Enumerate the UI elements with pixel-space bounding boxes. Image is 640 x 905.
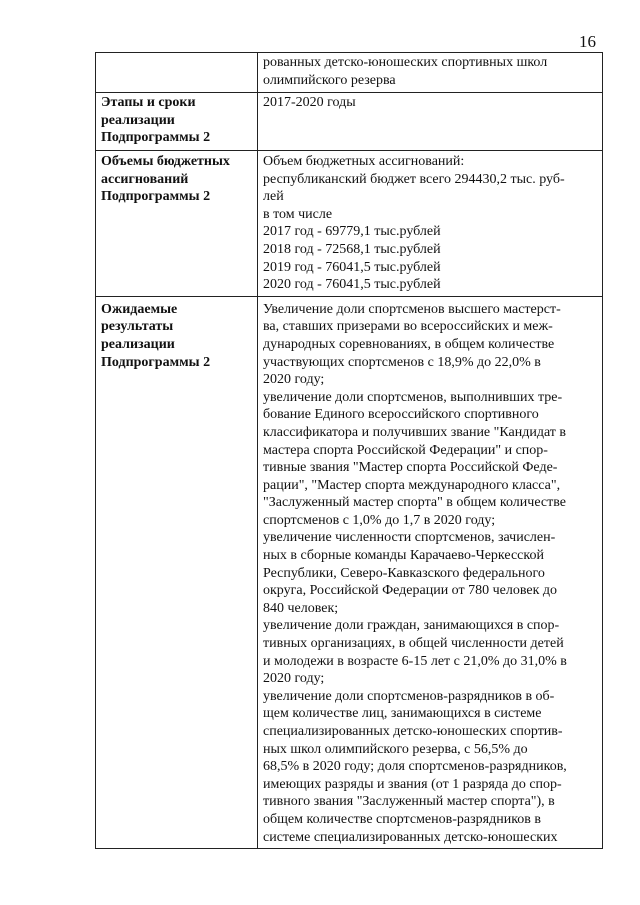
text-line: дународных соревнованиях, в общем количестве — [263, 336, 555, 352]
label-line: Объемы бюджетных — [101, 154, 230, 169]
text-line: 2017 год - 69779,1 тыс.рублей — [263, 224, 441, 240]
text-line: специализированных детско-юношеских спортив- — [263, 724, 563, 739]
text-line: Республики, Северо-Кавказского федерального — [263, 565, 545, 581]
table-row — [96, 151, 603, 297]
label-line: ассигнований — [101, 171, 189, 187]
label-line: Ожидаемые — [101, 301, 178, 317]
page-number: 16 — [579, 32, 596, 51]
table-row — [96, 53, 603, 93]
label-line: Подпрограммы 2 — [101, 354, 211, 370]
text-line: классификатора и получивших звание "Кандидат в — [263, 424, 567, 440]
text-line: увеличение доли граждан, занимающихся в спор- — [263, 618, 560, 634]
text-line: "Заслуженный мастер спорта" в общем количестве — [263, 495, 566, 511]
text-line: общем количестве спортсменов-разрядников в — [263, 811, 542, 827]
row-label-empty — [96, 53, 258, 93]
text-line: 2020 году; — [263, 372, 325, 388]
text-line: лей — [263, 189, 284, 205]
label-line: реализации — [101, 336, 175, 352]
text-line: тивного звания "Заслуженный мастер спорта"), в — [263, 794, 555, 810]
text-line: спортсменов с 1,0% до 1,7 в 2020 году; — [263, 512, 496, 528]
text-line: участвующих спортсменов с 18,9% до 22,0% в — [263, 354, 541, 370]
text-line: 2020 году; — [263, 671, 325, 687]
text-line: округа, Российской Федерации от 780 человек до — [263, 583, 558, 599]
row-label-stages — [96, 93, 258, 151]
text-line: Объем бюджетных ассигнований: — [263, 154, 465, 169]
row-label-results — [96, 296, 258, 848]
text-line: Увеличение доли спортсменов высшего мастерст- — [263, 301, 561, 317]
text-line: ных школ олимпийского резерва, с 56,5% до — [263, 741, 528, 757]
label-line: Подпрограммы 2 — [101, 189, 211, 205]
text-line: 2020 год - 76041,5 тыс.рублей — [263, 277, 441, 293]
text-line: 68,5% в 2020 году; доля спортсменов-разрядников, — [263, 759, 567, 775]
text-line: и молодежи в возрасте 6-15 лет с 21,0% до 31,0% в — [263, 653, 567, 669]
row-value-results — [258, 296, 603, 848]
text-line: в том числе — [263, 206, 333, 222]
subprogram-passport-table — [95, 52, 603, 849]
label-line: Подпрограммы 2 — [101, 130, 211, 146]
text-line: системе специализированных детско-юношеских — [263, 829, 558, 845]
row-label-budget — [96, 151, 258, 297]
text-line: 2017-2020 годы — [263, 95, 356, 110]
row-value-schools-continuation — [258, 53, 603, 93]
text-line: увеличение доли спортсменов, выполнивших тре- — [263, 389, 563, 405]
text-line: 2018 год - 72568,1 тыс.рублей — [263, 241, 441, 257]
text-line: ных в сборные команды Карачаево-Черкесской — [263, 548, 544, 564]
text-line: увеличение доли спортсменов-разрядников в об- — [263, 688, 555, 704]
text-line: олимпийского резерва — [263, 72, 396, 88]
text-line: тивные звания "Мастер спорта Российской Феде- — [263, 460, 558, 476]
text-line: тивных организациях, в общей численности детей — [263, 636, 564, 652]
text-line: бование Единого всероссийского спортивного — [263, 407, 539, 423]
label-line: реализации — [101, 112, 175, 128]
text-line: республиканский бюджет всего 294430,2 тыс. руб- — [263, 171, 565, 187]
table-row — [96, 296, 603, 848]
row-value-stages — [258, 93, 603, 151]
text-line: мастера спорта Российской Федерации" и спор- — [263, 442, 548, 458]
text-line: увеличение численности спортсменов, зачислен- — [263, 530, 556, 546]
label-line: результаты — [101, 319, 174, 335]
text-line: рации", "Мастер спорта международного класса", — [263, 477, 561, 493]
text-line: рованных детско-юношеских спортивных школ — [263, 55, 548, 70]
row-value-budget — [258, 151, 603, 297]
text-line: имеющих разряды и звания (от 1 разряда до спор- — [263, 776, 562, 792]
text-line: ва, ставших призерами во всероссийских и меж- — [263, 319, 553, 335]
text-line: 840 человек; — [263, 600, 339, 616]
text-line: щем количестве лиц, занимающихся в системе — [263, 706, 542, 722]
text-line: 2019 год - 76041,5 тыс.рублей — [263, 259, 441, 275]
table-row — [96, 93, 603, 151]
label-line: Этапы и сроки — [101, 95, 196, 110]
